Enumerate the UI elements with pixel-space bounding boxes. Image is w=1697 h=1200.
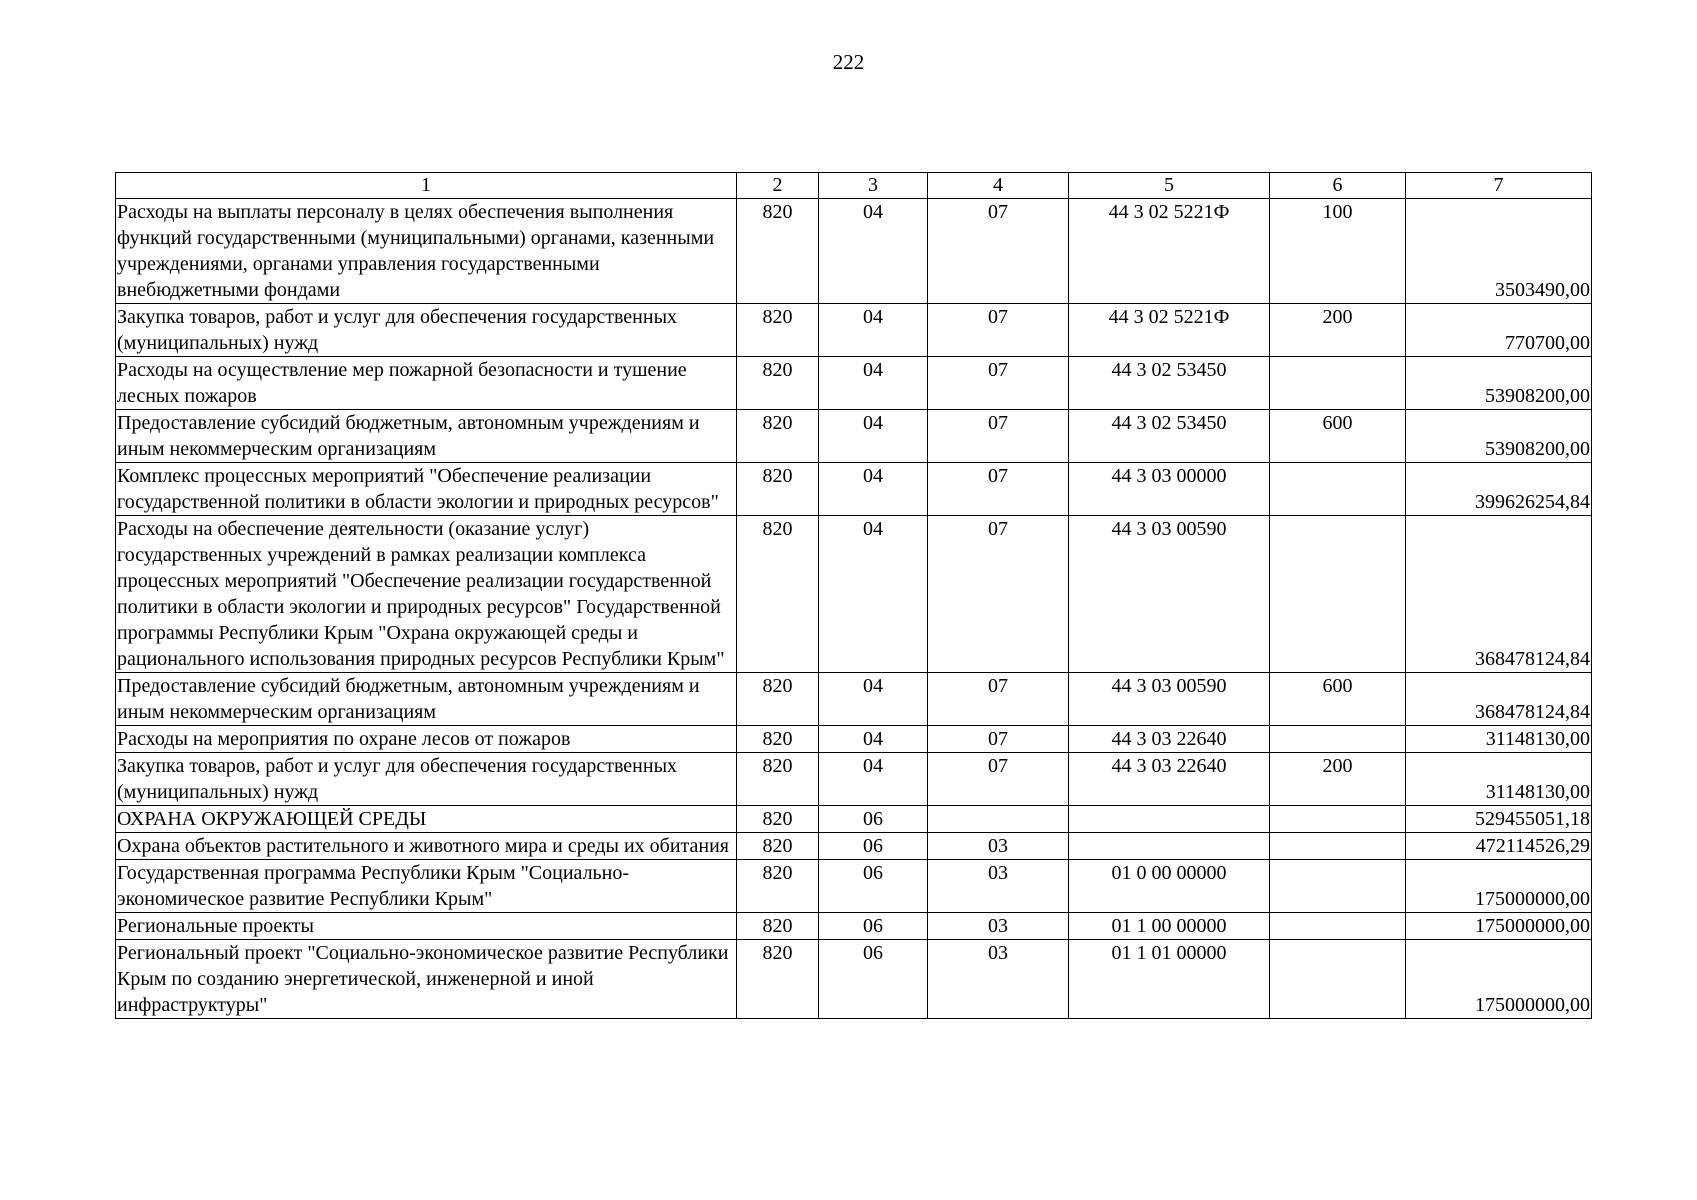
section-code-cell: 04 [819,199,928,304]
admin-code-cell: 820 [737,913,819,940]
subsection-code-cell: 03 [928,913,1069,940]
column-header: 4 [928,173,1069,199]
amount-cell: 3503490,00 [1406,199,1592,304]
column-header: 1 [116,173,737,199]
table-row [116,199,1592,304]
subsection-code-cell: 07 [928,673,1069,726]
admin-code-cell: 820 [737,516,819,673]
expense-type-cell: 600 [1270,410,1406,463]
row-name-cell: Предоставление субсидий бюджетным, автономным учреждениям и иным некоммерческим организациям [116,410,737,463]
admin-code-cell: 820 [737,753,819,806]
admin-code-cell: 820 [737,199,819,304]
section-code-cell: 06 [819,940,928,1019]
subsection-code-cell: 03 [928,940,1069,1019]
amount-cell: 175000000,00 [1406,940,1592,1019]
section-code-cell: 04 [819,753,928,806]
target-article-cell: 01 1 00 00000 [1069,913,1270,940]
expense-type-cell [1270,860,1406,913]
column-header: 3 [819,173,928,199]
target-article-cell [1069,806,1270,833]
expense-type-cell: 200 [1270,304,1406,357]
target-article-cell: 44 3 02 5221Ф [1069,304,1270,357]
row-name-cell: Государственная программа Республики Крым "Социально-экономическое развитие Республики Крым" [116,860,737,913]
subsection-code-cell: 07 [928,199,1069,304]
expense-type-cell [1270,833,1406,860]
column-header: 5 [1069,173,1270,199]
column-header: 7 [1406,173,1592,199]
target-article-cell: 44 3 03 22640 [1069,753,1270,806]
row-name-cell: Закупка товаров, работ и услуг для обеспечения государственных (муниципальных) нужд [116,304,737,357]
expense-type-cell [1270,516,1406,673]
target-article-cell [1069,833,1270,860]
page-number: 222 [832,50,865,74]
expense-type-cell [1270,940,1406,1019]
row-name-cell: Региональный проект "Социально-экономическое развитие Республики Крым по созданию энергетической, инженерной и иной инфраструктуры" [116,940,737,1019]
table-row [116,410,1592,463]
row-name-cell: Предоставление субсидий бюджетным, автономным учреждениям и иным некоммерческим организациям [116,673,737,726]
amount-cell: 175000000,00 [1406,913,1592,940]
section-code-cell: 06 [819,913,928,940]
amount-cell: 399626254,84 [1406,463,1592,516]
section-code-cell: 04 [819,673,928,726]
section-code-cell: 04 [819,516,928,673]
amount-cell: 472114526,29 [1406,833,1592,860]
target-article-cell: 44 3 02 53450 [1069,357,1270,410]
target-article-cell: 44 3 03 00590 [1069,516,1270,673]
table-row [116,753,1592,806]
subsection-code-cell: 07 [928,726,1069,753]
subsection-code-cell: 03 [928,833,1069,860]
amount-cell: 529455051,18 [1406,806,1592,833]
expense-type-cell [1270,357,1406,410]
amount-cell: 53908200,00 [1406,410,1592,463]
table-row [116,940,1592,1019]
admin-code-cell: 820 [737,726,819,753]
admin-code-cell: 820 [737,940,819,1019]
table-row [116,304,1592,357]
subsection-code-cell: 03 [928,860,1069,913]
amount-cell: 31148130,00 [1406,753,1592,806]
table-row [116,860,1592,913]
column-header: 2 [737,173,819,199]
amount-cell: 770700,00 [1406,304,1592,357]
subsection-code-cell: 07 [928,753,1069,806]
subsection-code-cell: 07 [928,516,1069,673]
expense-type-cell [1270,463,1406,516]
subsection-code-cell: 07 [928,304,1069,357]
section-code-cell: 04 [819,463,928,516]
expense-type-cell [1270,806,1406,833]
amount-cell: 53908200,00 [1406,357,1592,410]
subsection-code-cell: 07 [928,357,1069,410]
table-row [116,806,1592,833]
subsection-code-cell: 07 [928,410,1069,463]
admin-code-cell: 820 [737,806,819,833]
row-name-cell: Расходы на выплаты персоналу в целях обеспечения выполнения функций государственными (муниципальными) органами, казенными учреждениями, органами управления государственными внебюджетными фондами [116,199,737,304]
budget-table [115,172,1592,1019]
expense-type-cell [1270,726,1406,753]
target-article-cell: 01 0 00 00000 [1069,860,1270,913]
expense-type-cell: 100 [1270,199,1406,304]
amount-cell: 175000000,00 [1406,860,1592,913]
section-code-cell: 04 [819,726,928,753]
subsection-code-cell: 07 [928,463,1069,516]
amount-cell: 368478124,84 [1406,516,1592,673]
row-name-cell: ОХРАНА ОКРУЖАЮЩЕЙ СРЕДЫ [116,806,737,833]
table-row [116,913,1592,940]
table-row [116,673,1592,726]
target-article-cell: 44 3 02 53450 [1069,410,1270,463]
expense-type-cell [1270,913,1406,940]
column-header: 6 [1270,173,1406,199]
row-name-cell: Региональные проекты [116,913,737,940]
table-row [116,357,1592,410]
section-code-cell: 04 [819,357,928,410]
admin-code-cell: 820 [737,357,819,410]
section-code-cell: 06 [819,806,928,833]
section-code-cell: 04 [819,410,928,463]
row-name-cell: Расходы на обеспечение деятельности (оказание услуг) государственных учреждений в рамках реализации комплекса процессных мероприятий "Обеспечение реализации государственной политики в области экологии и природных ресурсов" Государственной программы Республики Крым "Охрана окружающей среды и рационального использования природных ресурсов Республики Крым" [116,516,737,673]
table-row [116,833,1592,860]
header-row [116,173,1592,199]
expense-type-cell: 200 [1270,753,1406,806]
target-article-cell: 01 1 01 00000 [1069,940,1270,1019]
row-name-cell: Расходы на мероприятия по охране лесов от пожаров [116,726,737,753]
target-article-cell: 44 3 02 5221Ф [1069,199,1270,304]
expense-type-cell: 600 [1270,673,1406,726]
admin-code-cell: 820 [737,673,819,726]
admin-code-cell: 820 [737,410,819,463]
subsection-code-cell [928,806,1069,833]
admin-code-cell: 820 [737,304,819,357]
section-code-cell: 06 [819,860,928,913]
amount-cell: 368478124,84 [1406,673,1592,726]
admin-code-cell: 820 [737,833,819,860]
target-article-cell: 44 3 03 00590 [1069,673,1270,726]
section-code-cell: 04 [819,304,928,357]
row-name-cell: Комплекс процессных мероприятий "Обеспечение реализации государственной политики в области экологии и природных ресурсов" [116,463,737,516]
target-article-cell: 44 3 03 00000 [1069,463,1270,516]
admin-code-cell: 820 [737,860,819,913]
table-row [116,726,1592,753]
target-article-cell: 44 3 03 22640 [1069,726,1270,753]
table-row [116,463,1592,516]
table-row [116,516,1592,673]
row-name-cell: Закупка товаров, работ и услуг для обеспечения государственных (муниципальных) нужд [116,753,737,806]
row-name-cell: Охрана объектов растительного и животного мира и среды их обитания [116,833,737,860]
row-name-cell: Расходы на осуществление мер пожарной безопасности и тушение лесных пожаров [116,357,737,410]
admin-code-cell: 820 [737,463,819,516]
amount-cell: 31148130,00 [1406,726,1592,753]
section-code-cell: 06 [819,833,928,860]
